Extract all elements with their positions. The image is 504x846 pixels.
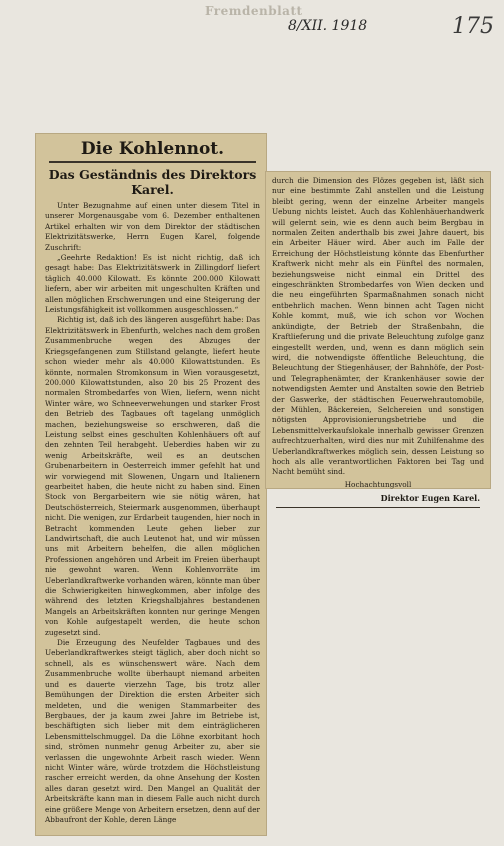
article-headline: Die Kohlennot. xyxy=(80,139,225,159)
handwritten-date: 8/XII. 1918 xyxy=(288,18,368,34)
closing-salutation: Hochachtungsvoll xyxy=(344,479,412,489)
newspaper-stamp: Fremdenblatt xyxy=(205,4,303,18)
paragraph: Die Erzeugung des Neufelder Tagbaues und des Ueberlandkraftwerkes steigt täglich, aber doch nicht so schnell, als es wünschenswert wäre. Nach dem Zusammenbruche wollte überhaupt niemand arbeiten und es dauerte vierzehn Tage, bis trotz aller Bemühungen der Direktion die ersten Arbeiter sich meldeten, und die wenigen Stammarbeiter des Bergbaues, der ja kaum zwei Jahre im Betriebe ist, beschäftigten sich lieber mit dem einträglicheren Lebensmittelschmuggel. Da die Löhne exorbitant hoch sind, strömen nunmehr genug Arbeiter zu, aber sie verlassen die ungewohnte Arbeit rasch wieder. Wenn nicht Winter wäre, würde trotzdem die Höchstleistung rascher erreicht werden, da ohne Ansehung der Kosten alles daran gesetzt wird. Den Mangel an Qualität der Arbeitskräfte kann man in diesem Falle auch nicht durch eine größere Menge von Arbeitern ersetzen, denn auf der Abbaufront der Kohle, deren Länge xyxy=(45,638,260,824)
signature: Direktor Eugen Karel. xyxy=(380,493,480,504)
clipping-column-2 xyxy=(266,172,490,504)
article-subheadline: Das Geständnis des Direktors Karel. xyxy=(48,167,257,197)
paragraph: Unter Bezugnahme auf einen unter diesem Titel in unserer Morgenausgabe vom 6. Dezember enthaltenen Artikel erhalten wir von dem Direktor der städtischen Elektrizitätswerke, Herrn Eugen Karel, folgende Zuschrift: xyxy=(45,201,260,252)
paragraph: „Geehrte Redaktion! Es ist nicht richtig, daß ich gesagt habe: Das Elektrizitätswerk in Zillingdorf liefert täglich 40.000 Kilowatt. Es könnte 200.000 Kilowatt liefern, aber wir arbeiten mit ungeschulten Kräften und allen möglichen Erschwerungen und eine Steigerung der Leistungsfähigkeit ist vollkommen ausgeschlossen.“ xyxy=(45,253,260,315)
paragraph: durch die Dimension des Flözes gegeben ist, läßt sich nur eine bestimmte Zahl anstellen und die Leistung bleibt gering, wenn der einzelne Arbeiter mangels Uebung nichts leistet. Auch das Kohlenhäuerhandwerk will gelernt sein, wie es denn auch beim Bergbau in normalen Zeiten anderthalb bis zwei Jahre dauert, bis ein Arbeiter Häuer wird. Aber auch im Falle der Erreichung der Höchstleistung könnte das Ebenfurther Kraftwerk nicht mehr als ein Fünftel des normalen, beziehungsweise nicht einmal ein Drittel des eingeschränkten Strombedarfes von Wien decken und die neu eingeführten Sparmaßnahmen sonach nicht entbehrlich machen. Wenn binnen acht Tagen nicht Kohle kommt, muß, wie ich schon vor Wochen ankündigte, der Betrieb der Straßenbahn, die Kraftlieferung und die private Beleuchtung zufolge ganz eingestellt werden, und, wenn es dann möglich sein wird, die notwendigste öffentliche Beleuchtung, die Beleuchtung der Stiegenhäuser, der Bahnhöfe, der Post- und Telegraphenämter, der Krankenhäuser sowie der notwendigsten Aemter und Anstalten sowie den Betrieb der Gaswerke, der städtischen Feuerwehrautomobile, der Mühlen, Bäckereien, Selchereien und sonstigen nötigsten Approvisionierungsbetriebe und die Lebensmittelverkaufslokale innerhalb gewisser Grenzen aufrechtzuerhalten, wird dies nur mit Zuhilfenahme des Ueberlandkraftwerkes möglich sein, dessen Leistung so hoch als alle verantwortlichen Faktoren bei Tag und Nacht bemüht sind. xyxy=(272,176,484,477)
paragraph: Richtig ist, daß ich des längeren ausgeführt habe: Das Elektrizitätswerk in Ebenfurth, welches nach dem großen Zusammenbruche wegen des Abzuges der Kriegsgefangenen zum Stillstand gelangte, liefert heute schon wieder mehr als 40.000 Kilowattstunden. Es könnte, normalen Stromkonsum in Wien vorausgesetzt, 200.000 Kilowattstunden, also 20 bis 25 Prozent des normalen Strombedarfes von Wien, liefern, wenn nicht Winter wäre, wo Schneeverwehungen und starker Frost den Betrieb des Tagbaues oft tagelang unmöglich machen, beziehungsweise so erschweren, daß die Leistung selbst eines geschulten Kohlenhäuers oft auf den zehnten Teil herabgeht. Ueberdies haben wir zu wenig Arbeitskräfte, weil es an deutschen Grubenarbeitern in Oesterreich immer gefehlt hat und wir vorwiegend mit Slowenen, Ungarn und Italienern gearbeitet haben, die heute nicht zu haben sind. Einen Stock von Bergarbeitern wie sie nötig wären, hat Deutschösterreich, Steiermark ausgenommen, überhaupt nicht. Die wenigen, zur Erdarbeit taugenden, hier noch in Betracht kommenden Leute gehen lieber zur Landwirtschaft, die auch Leutenot hat, und wir müssen uns mit Arbeitern behelfen, die allen möglichen Professionen angehören und Arbeit im Freien überhaupt nie gewohnt waren. Wenn Kohlenvorräte im Ueberlandkraftwerke vorhanden wären, könnte man über die Schwierigkeiten hinwegkommen, aber infolge des während des letzten Kriegshalbjahres bestandenen Mangels an Arbeitskräften konnten nur geringe Mengen von Kohle aufgestapelt werden, die heute schon zugesetzt sind. xyxy=(45,315,260,637)
signature-rule xyxy=(276,507,480,508)
clipping-column-1 xyxy=(36,134,266,835)
folio-number: 175 xyxy=(452,14,494,39)
headline-rule xyxy=(49,161,256,163)
